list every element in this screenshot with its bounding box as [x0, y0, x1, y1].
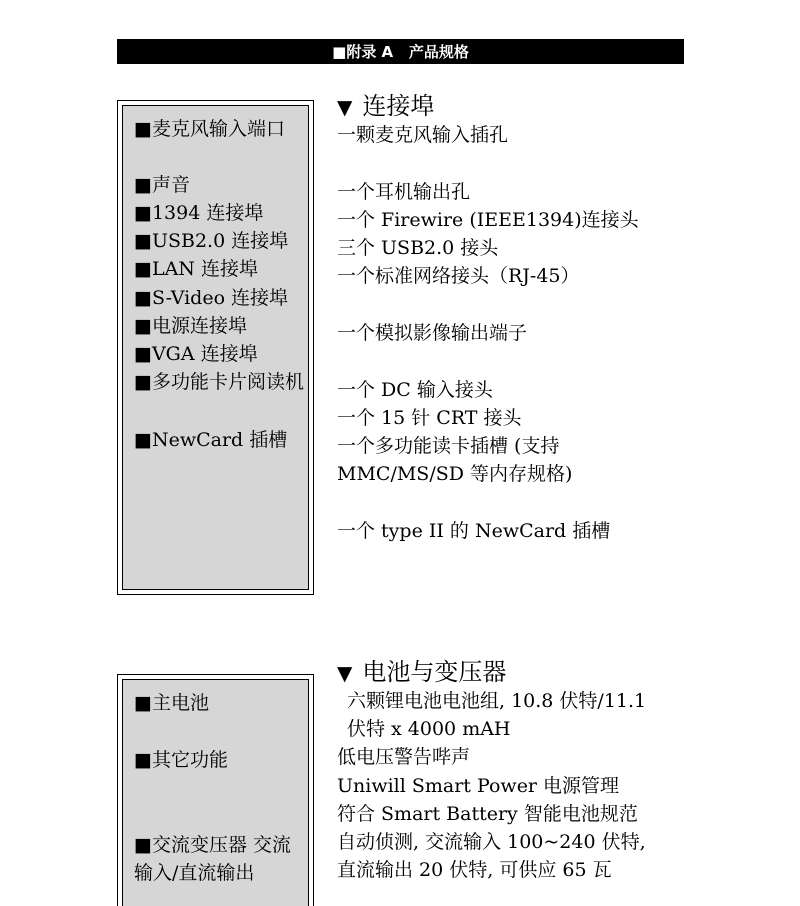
spec-line: 伏特 x 4000 mAH — [347, 718, 511, 740]
spec-line: 一颗麦克风输入插孔 — [337, 124, 509, 146]
sidebar-item-ac-adapter: ■交流变压器 交流输入/直流输出 — [134, 834, 291, 884]
sidebar-item-audio: ■声音 — [134, 174, 190, 196]
spec-line: 一个耳机输出孔 — [337, 181, 471, 203]
sidebar-item-mic: ■麦克风输入端口 — [134, 118, 285, 140]
battery-section-title — [337, 657, 506, 688]
sidebar-item-power: ■电源连接埠 — [134, 315, 247, 337]
sidebar-item-lan: ■LAN 连接埠 — [134, 258, 258, 280]
triangle-down-icon: ▼ — [337, 661, 353, 685]
page-header-title: ■附录 A 产品规格 — [332, 43, 469, 61]
spec-line: 一个模拟影像输出端子 — [337, 322, 528, 344]
spec-line: 一个 DC 输入接头 — [337, 379, 493, 401]
spec-line: 自动侦测, 交流输入 100~240 伏特, — [337, 831, 646, 853]
sidebar-item-svideo: ■S-Video 连接埠 — [134, 287, 289, 309]
spec-line: Uniwill Smart Power 电源管理 — [337, 775, 620, 797]
page-header — [117, 39, 684, 64]
ports-section-title-text: 连接埠 — [362, 92, 435, 120]
sidebar-item-vga: ■VGA 连接埠 — [134, 343, 258, 365]
spec-line: 一个标准网络接头（RJ-45） — [337, 265, 580, 287]
spec-line: 直流输出 20 伏特, 可供应 65 瓦 — [337, 859, 612, 881]
spec-line: 低电压警告哔声 — [337, 746, 471, 768]
triangle-down-icon: ▼ — [337, 95, 353, 119]
sidebar-item-usb: ■USB2.0 连接埠 — [134, 230, 289, 252]
spec-line: 一个 type II 的 NewCard 插槽 — [337, 520, 611, 542]
spec-line: MMC/MS/SD 等内存规格) — [337, 463, 573, 485]
ports-section-title — [337, 91, 434, 122]
spec-line: 六颗锂电池电池组, 10.8 伏特/11.1 — [347, 690, 647, 712]
sidebar-item-main-battery: ■主电池 — [134, 692, 209, 714]
sidebar-item-other-features: ■其它功能 — [134, 749, 228, 771]
sidebar-item-newcard: ■NewCard 插槽 — [134, 429, 288, 451]
spec-line: 一个 15 针 CRT 接头 — [337, 407, 522, 429]
sidebar-item-1394: ■1394 连接埠 — [134, 202, 264, 224]
spec-line: 一个 Firewire (IEEE1394)连接头 — [337, 209, 639, 231]
spec-line: 一个多功能读卡插槽 (支持 — [337, 435, 560, 457]
battery-section-title-text: 电池与变压器 — [362, 658, 507, 686]
sidebar-item-card-reader: ■多功能卡片阅读机 — [134, 371, 304, 393]
spec-line: 符合 Smart Battery 智能电池规范 — [337, 803, 638, 825]
spec-line: 三个 USB2.0 接头 — [337, 237, 499, 259]
